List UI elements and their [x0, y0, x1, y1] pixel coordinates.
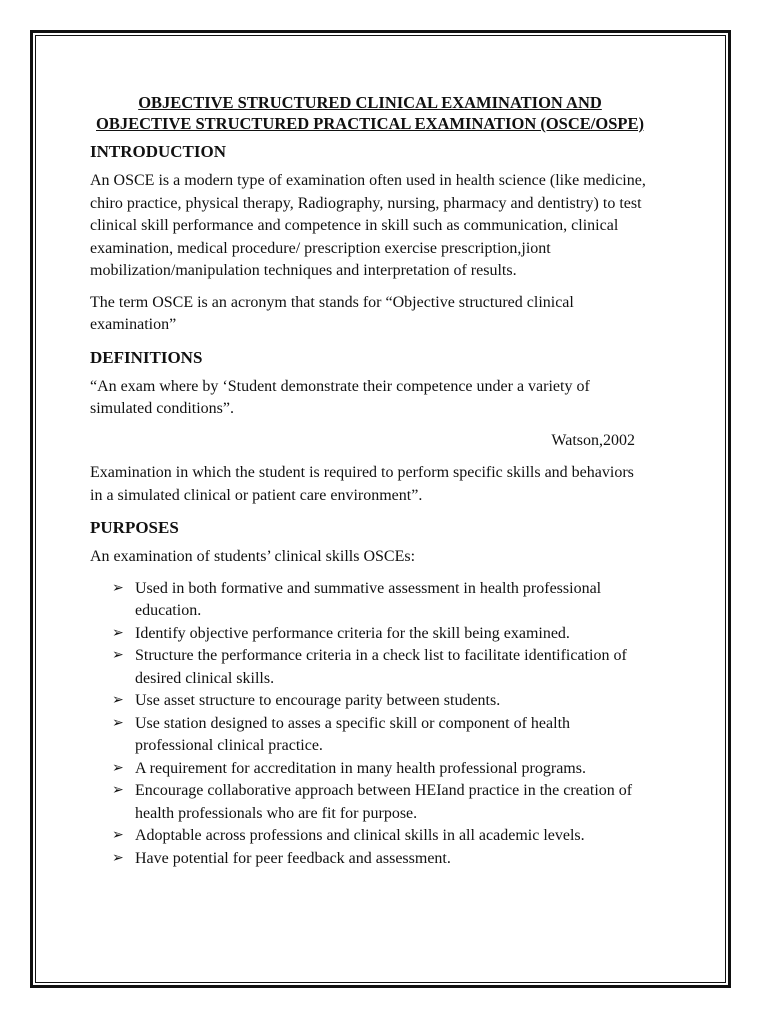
list-item — [90, 758, 650, 781]
list-item-text: Use station designed to asses a specific skill or component of health professional clinical practice. — [135, 714, 571, 754]
title-line-2: OBJECTIVE STRUCTURED PRACTICAL EXAMINATION (OSCE/OSPE) — [96, 114, 644, 133]
arrow-bullet-icon: ➢ — [112, 828, 124, 843]
list-item-text: Encourage collaborative approach between HEIand practice in the creation of health professionals who are fit for purpose. — [135, 782, 633, 822]
introduction-heading: INTRODUCTION — [90, 142, 227, 161]
arrow-bullet-icon: ➢ — [112, 783, 124, 798]
definition-second-part1: Examination in which the student is required to perform specific skills and behaviors — [90, 464, 634, 481]
purposes-intro — [90, 546, 650, 569]
list-item — [90, 645, 650, 690]
definition-second-part2: in a simulated clinical or patient care environment”. — [90, 486, 423, 504]
list-item-text: Adoptable across professions and clinical skills in all academic levels. — [135, 827, 585, 844]
title-line-1: OBJECTIVE STRUCTURED CLINICAL EXAMINATION AND — [138, 93, 602, 112]
arrow-bullet-icon: ➢ — [112, 625, 124, 641]
purposes-list — [90, 578, 650, 871]
document-title — [90, 92, 650, 134]
purposes-intro-part2: OSCEs: — [363, 548, 416, 565]
arrow-bullet-icon: ➢ — [112, 648, 124, 663]
list-item-text: Structure the performance criteria in a check list to facilitate identification of desired clinical skills. — [135, 647, 627, 687]
list-item-text: Identify objective performance criteria for the skill being examined. — [135, 624, 570, 642]
list-item — [90, 713, 650, 758]
definitions-heading: DEFINITIONS — [90, 347, 203, 367]
list-item-text: Use asset structure to encourage parity between students. — [135, 692, 501, 709]
list-item-text: A requirement for accreditation in many health professional programs. — [135, 759, 586, 777]
list-item-text: Used in both formative and summative assessment in health professional education. — [135, 579, 602, 619]
list-item-text: Have potential for peer feedback and assessment. — [135, 849, 451, 867]
definition-citation: Watson,2002 — [551, 431, 635, 449]
list-item — [90, 690, 650, 713]
arrow-bullet-icon: ➢ — [112, 580, 124, 596]
definition-second — [90, 462, 650, 507]
arrow-bullet-icon: ➢ — [112, 850, 124, 866]
list-item — [90, 848, 650, 871]
arrow-bullet-icon: ➢ — [112, 693, 124, 708]
list-item — [90, 825, 650, 848]
document-body — [90, 92, 650, 870]
arrow-bullet-icon: ➢ — [112, 715, 124, 731]
list-item — [90, 578, 650, 623]
arrow-bullet-icon: ➢ — [112, 760, 124, 776]
list-item — [90, 623, 650, 646]
list-item — [90, 780, 650, 825]
introduction-paragraph: An OSCE is a modern type of examination often used in health science (like medicine, chiro practice, physical therapy, Radiography, nursing, pharmacy and dentistry) to test clinical skill performance and competence in skill such as communication, clinical examination, medical procedure/ prescription exercise prescription,jiont mobilization/manipulation techniques and interpretation of results. — [90, 172, 646, 279]
purposes-intro-part1: An examination of students’ clinical skills — [90, 548, 364, 565]
definition-quote: “An exam where by ‘Student demonstrate their competence under a variety of simulated conditions”. — [90, 377, 590, 417]
purposes-heading: PURPOSES — [90, 518, 179, 537]
acronym-note: The term OSCE is an acronym that stands for “Objective structured clinical examination” — [90, 293, 574, 333]
